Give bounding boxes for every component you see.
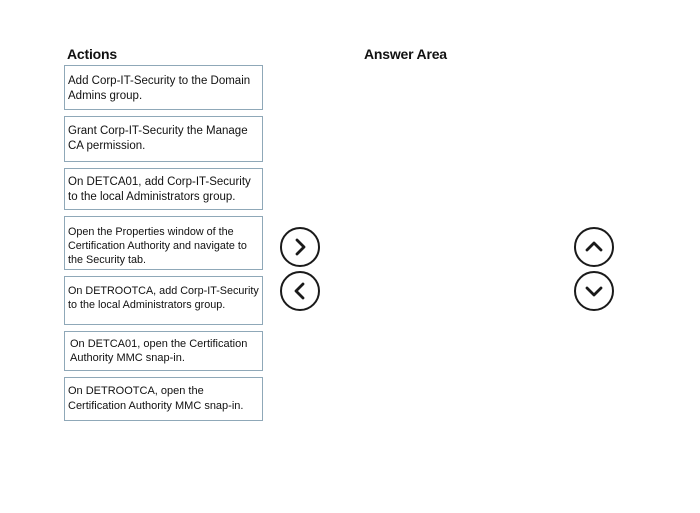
chevron-down-icon bbox=[584, 281, 604, 301]
actions-heading: Actions bbox=[67, 46, 117, 62]
chevron-up-icon bbox=[584, 237, 604, 257]
move-down-button[interactable] bbox=[574, 271, 614, 311]
action-item-label: Add Corp-IT-Security to the Domain Admins group. bbox=[68, 75, 251, 102]
action-item-label: Open the Properties window of the Certification Authority and navigate to the Security tab. bbox=[68, 226, 247, 266]
action-item-detrootca-local-admins[interactable] bbox=[64, 276, 263, 325]
chevron-right-icon bbox=[290, 237, 310, 257]
answer-area-heading: Answer Area bbox=[364, 46, 447, 62]
action-item-detca01-local-admins[interactable] bbox=[64, 168, 263, 210]
action-item-label: On DETCA01, add Corp-IT-Security to the local Administrators group. bbox=[68, 176, 251, 203]
action-item-detca01-open-mmc[interactable] bbox=[64, 331, 263, 371]
chevron-left-icon bbox=[290, 281, 310, 301]
action-item-grant-manage-ca[interactable] bbox=[64, 116, 263, 162]
move-right-button[interactable] bbox=[280, 227, 320, 267]
action-item-open-ca-properties[interactable] bbox=[64, 216, 263, 270]
move-left-button[interactable] bbox=[280, 271, 320, 311]
action-item-label: Grant Corp-IT-Security the Manage CA permission. bbox=[68, 125, 248, 152]
action-item-label: On DETCA01, open the Certification Authority MMC snap-in. bbox=[70, 338, 248, 364]
move-up-button[interactable] bbox=[574, 227, 614, 267]
action-item-label: On DETROOTCA, add Corp-IT-Security to the local Administrators group. bbox=[68, 285, 259, 311]
answer-area[interactable] bbox=[364, 68, 564, 428]
action-item-add-to-domain-admins[interactable] bbox=[64, 65, 263, 110]
action-item-detrootca-open-mmc[interactable] bbox=[64, 377, 263, 421]
action-item-label: On DETROOTCA, open the Certification Authority MMC snap-in. bbox=[68, 385, 244, 412]
